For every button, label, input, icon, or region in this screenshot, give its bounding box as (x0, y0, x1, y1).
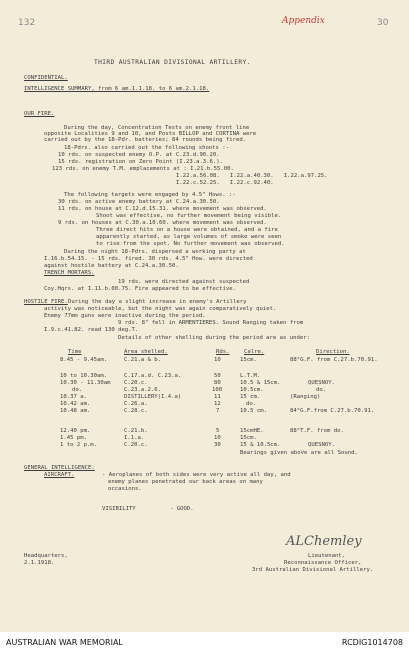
table-cell: 10.48 am. (60, 408, 91, 414)
table-cell: 50 (214, 373, 221, 379)
trench-mortars-heading: TRENCH MORTARS. (44, 270, 95, 276)
our-fire-line: I.16.b.54.15. - 15 rds. fired. 30 rds. 4.5" How. were directed (44, 256, 253, 262)
our-fire-line: apparently started, as large volumes of smoke were seen (96, 234, 282, 240)
table-cell: DISTILLERY(I.4.a) (124, 394, 182, 400)
table-cell: 10.5 cm. (240, 408, 267, 414)
our-fire-line: 123 rds. on enemy T.M. emplacements at : I.21.b.55.00. (52, 166, 234, 172)
hostile-fire-line: During the day a slight increase in enemy's Artillery (68, 299, 247, 305)
trench-mortars-line: Coy.Hqrs. at I.11.b.00.75. Fire appeared to be effective. (44, 286, 236, 292)
signature: ALChemley (286, 534, 362, 549)
table-cell: 10 to 10.30am. (60, 373, 108, 379)
table-cell: C.17.a.d. C.23.a. (124, 373, 182, 379)
table-cell: 5 (216, 428, 220, 434)
table-cell: C.23.a.2.6. (124, 387, 162, 393)
our-fire-line: opposite Localities 9 and 10, and Posts BILLOP and CORTINA were (44, 131, 257, 137)
table-cell: 15 & 10.5cm. (240, 442, 281, 448)
general-intelligence-heading: GENERAL INTELLIGENCE. (24, 465, 95, 471)
col-header-direction: Direction. (316, 349, 350, 355)
aircraft-text-line: occasions. (108, 486, 142, 492)
table-cell: C.21.b. (124, 428, 148, 434)
signatory-unit: 3rd Australian Divisional Artillery. (252, 567, 374, 573)
table-cell: C.20.c. (124, 380, 148, 386)
table-cell: L.T.M. (240, 373, 261, 379)
table-cell: 10 (214, 357, 221, 363)
table-cell: 88°G.F. from C.27.b.70.91. (290, 357, 378, 363)
table-cell: 12.40 pm. (60, 428, 91, 434)
archive-label: AUSTRALIAN WAR MEMORIAL (6, 638, 123, 647)
table-cell: 12 (214, 401, 221, 407)
table-cell: 10.30 - 11.30am (60, 380, 111, 386)
table-cell: C.20.c. (124, 442, 148, 448)
table-cell: 11 (214, 394, 221, 400)
page-number-right: 30 (377, 18, 389, 28)
hostile-fire-line: Details of other shelling during the period are as under: (118, 335, 310, 341)
table-cell: QUESNOY. (308, 380, 335, 386)
signatory-rank: Lieutenant, (308, 553, 346, 559)
hostile-fire-line: activity was noticeable, but the night was again comparatively quiet. (44, 306, 277, 312)
table-cell: I.1.a. (124, 435, 145, 441)
table-cell: 15 cm. (240, 394, 261, 400)
table-cell: do. (72, 387, 83, 393)
hostile-fire-heading: HOSTILE FIRE. (24, 299, 68, 305)
page-number-left: 132 (18, 18, 36, 28)
table-cell: 15cmHE. (240, 428, 264, 434)
table-cell: 100 (212, 387, 223, 393)
our-fire-heading: OUR FIRE. (24, 111, 55, 117)
our-fire-line: I.22.c.52.25. I.22.c.92.40. (176, 180, 274, 186)
our-fire-line: to rise from the spot. No further movement was observed. (96, 241, 285, 247)
col-header-rounds: Rds. (216, 349, 230, 355)
classification: CONFIDENTIAL. (24, 75, 68, 81)
our-fire-line: against hostile battery at C.24.a.30.50. (44, 263, 179, 269)
table-cell: do. (246, 401, 257, 407)
our-fire-line: I.22.a.56.08. I.22.a.40.30. I.22.a.97.25. (176, 173, 328, 179)
table-cell: 10.42 am. (60, 401, 91, 407)
table-cell: 30 (214, 442, 221, 448)
our-fire-line: During the night 18-Pdrs. dispersed a working party at (64, 249, 246, 255)
table-cell: (Ranging) (290, 394, 321, 400)
table-cell: 84°G.F.from C.27.b.70.91. (290, 408, 375, 414)
aircraft-text-line: - Aeroplanes of both sides were very active all day, and (102, 472, 291, 478)
table-cell: do. (316, 387, 327, 393)
table-cell: 10 (214, 435, 221, 441)
document-title: THIRD AUSTRALIAN DIVISIONAL ARTILLERY. (94, 59, 251, 66)
our-fire-line: 15 rds. registration on Zero Point (I.23.a.3.6.). (58, 159, 224, 165)
table-cell: QUESNOY. (308, 442, 335, 448)
table-cell: 88°T.F. from do. (290, 428, 344, 434)
our-fire-line: carried out by the 18-Pdr. batteries; 84 rounds being fired. (44, 137, 247, 143)
appendix-annotation: Appendix (282, 16, 325, 26)
table-cell: 10.5cm. (240, 387, 264, 393)
summary-heading: INTELLIGENCE SUMMARY, from 6 am.1.1.18. to 6 am.2.1.18. (24, 86, 210, 92)
aircraft-text-line: enemy planes penetrated our back areas on many (108, 479, 263, 485)
table-cell: 10.5 & 15cm. (240, 380, 281, 386)
table-cell: 15cm. (240, 357, 257, 363)
table-cell: 1 to 2 p.m. (60, 442, 98, 448)
col-header-calibre: Calre. (244, 349, 265, 355)
trench-mortars-line: 19 rds. were directed against suspected (118, 279, 250, 285)
our-fire-line: The following targets were engaged by 4.5" Hows. :- (64, 192, 236, 198)
hostile-fire-line: 9 rds. 8" fell in ARMENTIERES. Sound Ranging taken from (118, 320, 304, 326)
visibility-value: - GOOD. (170, 506, 194, 512)
our-fire-line: During the day, Concentration Tests on enemy front line (64, 125, 250, 131)
hostile-fire-line: Enemy 77mm guns were inactive during the period. (44, 313, 206, 319)
bearings-note: Bearings given above are all Sound. (240, 450, 358, 456)
table-cell: 7 (216, 408, 220, 414)
visibility-label: VISIBILITY (102, 506, 136, 512)
hostile-fire-line: I.9.c.41.82. read 130 deg.T. (44, 327, 139, 333)
footer-date: 2.1.1918. (24, 560, 55, 566)
our-fire-line: 18-Pdrs. also carried out the following shoots :- (64, 145, 230, 151)
table-cell: 10.37 a. (60, 394, 87, 400)
signatory-title: Reconnaissance Officer, (284, 560, 362, 566)
col-header-area: Area shelled. (124, 349, 168, 355)
our-fire-line: Three direct hits on a house were obtained, and a fire (96, 227, 278, 233)
our-fire-line: Shoot was effective, no further movement being visible. (96, 213, 282, 219)
table-cell: C.26.a. (124, 401, 148, 407)
table-cell: 8.45 - 9.45am. (60, 357, 108, 363)
col-header-time: Time (68, 349, 82, 355)
table-cell: C.21.a & b. (124, 357, 162, 363)
our-fire-line: 10 rds. on suspected enemy O.P. at C.23.d.90.20. (58, 152, 220, 158)
table-cell: 15cm. (240, 435, 257, 441)
aircraft-heading: AIRCRAFT. (44, 472, 75, 478)
table-cell: 80 (214, 380, 221, 386)
our-fire-line: 11 rds. on house at C.12.d.15.31. where movement was observed. (58, 206, 267, 212)
table-cell: 1.45 pm. (60, 435, 87, 441)
our-fire-line: 30 rds. on active enemy battery at C.24.a.30.50. (58, 199, 220, 205)
footer-place: Headquarters, (24, 553, 68, 559)
our-fire-line: 9 rds. on houses at C.30.a.10.60. where movement was observed. (58, 220, 267, 226)
archive-id: RCDIG1014708 (341, 638, 403, 647)
table-cell: C.28.c. (124, 408, 148, 414)
